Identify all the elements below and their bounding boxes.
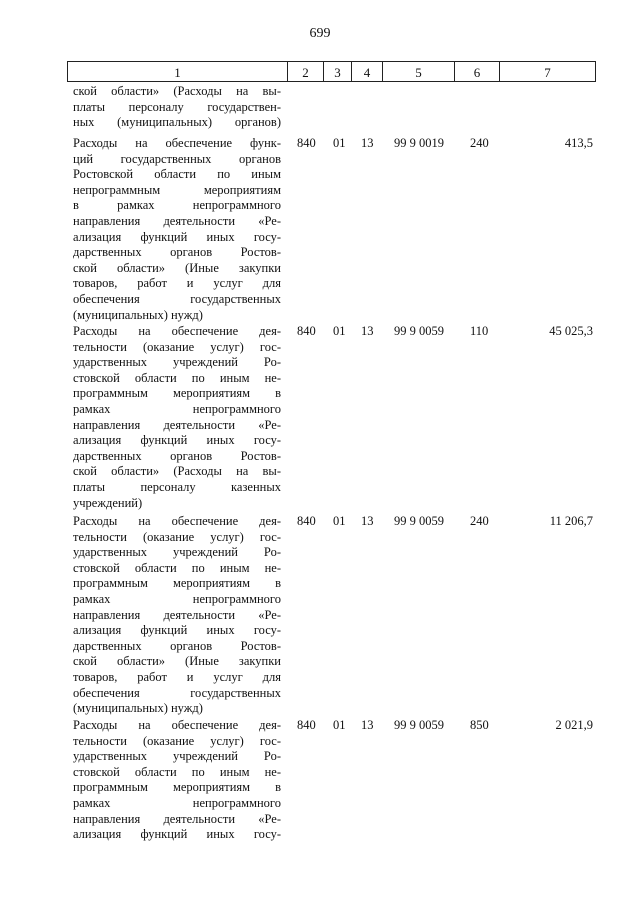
description-line: ударственных учреждений Ро- (73, 355, 281, 370)
description-line: рамках непрограммного (73, 591, 281, 606)
description-line: Ростовской области по иным (73, 167, 281, 182)
description-line: учреждений) (73, 495, 143, 510)
row-description (73, 718, 281, 843)
cell-c4: 13 (361, 514, 374, 528)
description-line: непрограммным мероприятиям (73, 182, 281, 197)
cell-c4: 13 (361, 324, 374, 338)
cell-c5: 99 9 0059 (394, 718, 444, 732)
header-col-5: 5 (382, 61, 454, 82)
description-line: стовской области по иным не- (73, 560, 281, 575)
cell-c2: 840 (297, 514, 316, 528)
header-col-3: 3 (323, 61, 351, 82)
description-line: (муниципальных) нужд) (73, 307, 203, 322)
description-line: ской области» (Иные закупки (73, 654, 281, 669)
description-line: ных (муниципальных) органов) (73, 115, 281, 130)
description-line: обеспечения государственных (73, 685, 281, 700)
description-line: направления деятельности «Ре- (73, 607, 281, 622)
description-line: тельности (оказание услуг) гос- (73, 339, 281, 354)
cell-c5: 99 9 0059 (394, 514, 444, 528)
description-line: дарственных органов Ростов- (73, 448, 281, 463)
description-line: платы персоналу казенных (73, 479, 281, 494)
description-line: ской области» (Иные закупки (73, 260, 281, 275)
cell-c3: 01 (333, 718, 346, 732)
description-line: Расходы на обеспечение функ- (73, 136, 281, 150)
description-line: ударственных учреждений Ро- (73, 545, 281, 560)
row-description (73, 514, 281, 717)
cell-c6: 240 (470, 514, 489, 528)
description-line: ализация функций иных госу- (73, 827, 281, 842)
description-line: стовской области по иным не- (73, 764, 281, 779)
description-line: программным мероприятиям в (73, 386, 281, 401)
cell-c3: 01 (333, 514, 346, 528)
description-line: платы персоналу государствен- (73, 99, 281, 114)
cell-c2: 840 (297, 136, 316, 150)
description-line: направления деятельности «Ре- (73, 417, 281, 432)
header-col-6: 6 (454, 61, 499, 82)
cell-c4: 13 (361, 718, 374, 732)
description-line: ализация функций иных госу- (73, 229, 281, 244)
cell-c2: 840 (297, 718, 316, 732)
header-col-7: 7 (499, 61, 596, 82)
description-line: ализация функций иных госу- (73, 433, 281, 448)
description-line: ской области» (Расходы на вы- (73, 464, 281, 479)
description-line: Расходы на обеспечение дея- (73, 514, 281, 528)
description-line: ударственных учреждений Ро- (73, 749, 281, 764)
description-line: программным мероприятиям в (73, 576, 281, 591)
cell-c7: 413,5 (564, 136, 593, 150)
description-line: дарственных органов Ростов- (73, 245, 281, 260)
description-line: товаров, работ и услуг для (73, 669, 281, 684)
cell-c3: 01 (333, 136, 346, 150)
cell-c6: 850 (470, 718, 489, 732)
description-line: (муниципальных) нужд) (73, 701, 203, 716)
description-line: Расходы на обеспечение дея- (73, 324, 281, 338)
cell-c7: 2 021,9 (555, 718, 593, 732)
row-description (73, 84, 281, 131)
description-line: дарственных органов Ростов- (73, 638, 281, 653)
description-line: рамках непрограммного (73, 795, 281, 810)
header-col-1: 1 (67, 61, 287, 82)
description-line: ской области» (Расходы на вы- (73, 84, 281, 98)
cell-c3: 01 (333, 324, 346, 338)
description-line: тельности (оказание услуг) гос- (73, 733, 281, 748)
cell-c6: 240 (470, 136, 489, 150)
description-line: направления деятельности «Ре- (73, 811, 281, 826)
cell-c5: 99 9 0019 (394, 136, 444, 150)
page-number: 699 (309, 26, 331, 41)
header-col-2: 2 (287, 61, 323, 82)
table-header (67, 61, 596, 83)
description-line: обеспечения государственных (73, 291, 281, 306)
description-line: ций государственных органов (73, 151, 281, 166)
description-line: Расходы на обеспечение дея- (73, 718, 281, 732)
description-line: рамках непрограммного (73, 401, 281, 416)
description-line: в рамках непрограммного (73, 198, 281, 213)
cell-c2: 840 (297, 324, 316, 338)
cell-c6: 110 (470, 324, 489, 338)
header-col-4: 4 (351, 61, 382, 82)
description-line: программным мероприятиям в (73, 780, 281, 795)
cell-c7: 45 025,3 (549, 324, 593, 338)
cell-c5: 99 9 0059 (394, 324, 444, 338)
description-line: товаров, работ и услуг для (73, 276, 281, 291)
cell-c7: 11 206,7 (549, 514, 593, 528)
description-line: направления деятельности «Ре- (73, 213, 281, 228)
description-line: тельности (оказание услуг) гос- (73, 529, 281, 544)
cell-c4: 13 (361, 136, 374, 150)
row-description (73, 136, 281, 323)
description-line: стовской области по иным не- (73, 370, 281, 385)
description-line: ализация функций иных госу- (73, 623, 281, 638)
row-description (73, 324, 281, 511)
